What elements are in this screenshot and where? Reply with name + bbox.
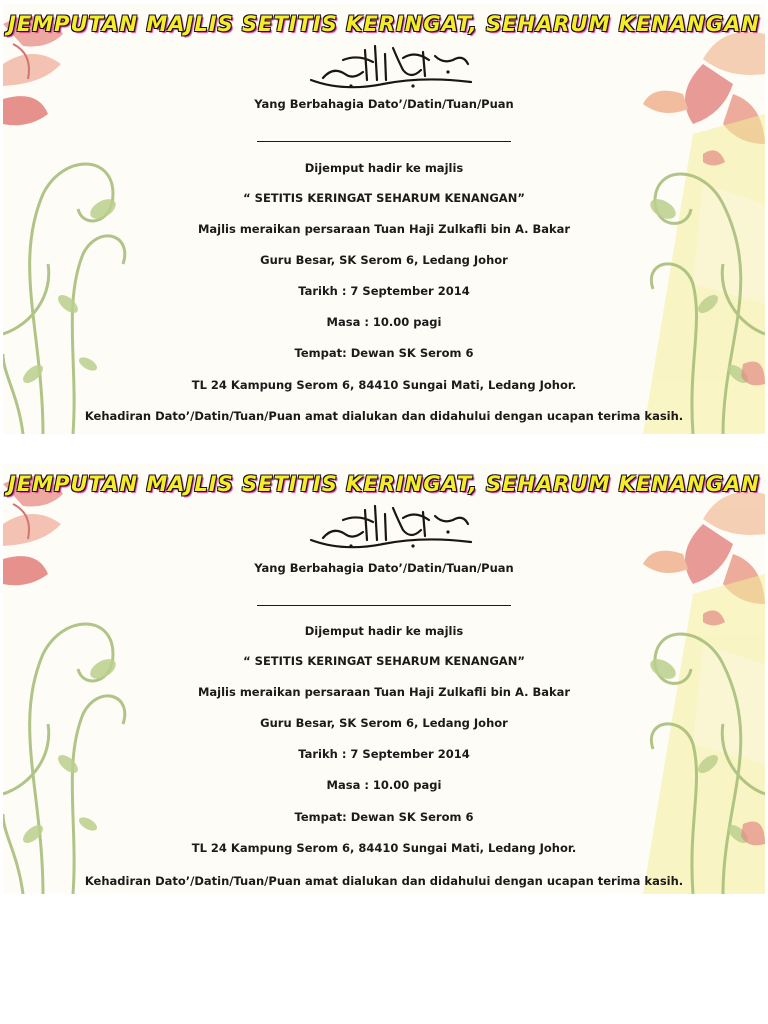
- purpose-text: Majlis meraikan persaraan Tuan Haji Zulkafli bin A. Bakar: [197, 222, 571, 236]
- basmalah-calligraphy-icon: [303, 40, 478, 92]
- closing-text: Kehadiran Dato’/Datin/Tuan/Puan amat dialukan dan didahului dengan ucapan terima kasih.: [84, 874, 684, 888]
- event-name: “ SETITIS KERINGAT SEHARUM KENANGAN”: [243, 191, 525, 205]
- venue-text: Tempat: Dewan SK Serom 6: [294, 346, 474, 360]
- invited-text: Dijemput hadir ke majlis: [304, 161, 464, 175]
- address-text: TL 24 Kampung Serom 6, 84410 Sungai Mati, Ledang Johor.: [191, 841, 577, 855]
- salutation: Yang Berbahagia Dato’/Datin/Tuan/Puan: [254, 97, 514, 111]
- date-text: Tarikh : 7 September 2014: [298, 747, 470, 761]
- name-blank-line: [257, 141, 511, 142]
- time-text: Masa : 10.00 pagi: [326, 315, 442, 329]
- salutation: Yang Berbahagia Dato’/Datin/Tuan/Puan: [254, 561, 514, 575]
- name-blank-line: [257, 605, 511, 606]
- position-text: Guru Besar, SK Serom 6, Ledang Johor: [260, 716, 508, 730]
- invited-text: Dijemput hadir ke majlis: [304, 624, 464, 638]
- time-text: Masa : 10.00 pagi: [326, 778, 442, 792]
- position-text: Guru Besar, SK Serom 6, Ledang Johor: [260, 253, 508, 267]
- date-text: Tarikh : 7 September 2014: [298, 284, 470, 298]
- invitation-card: [3, 4, 765, 434]
- purpose-text: Majlis meraikan persaraan Tuan Haji Zulkafli bin A. Bakar: [197, 685, 571, 699]
- venue-text: Tempat: Dewan SK Serom 6: [294, 810, 474, 824]
- address-text: TL 24 Kampung Serom 6, 84410 Sungai Mati, Ledang Johor.: [191, 378, 577, 392]
- invitation-title: JEMPUTAN MAJLIS SETITIS KERINGAT, SEHARUM KENANGAN: [8, 12, 760, 36]
- invitation-title: JEMPUTAN MAJLIS SETITIS KERINGAT, SEHARUM KENANGAN: [8, 472, 760, 496]
- invitation-card: [3, 464, 765, 894]
- basmalah-calligraphy-icon: [303, 500, 478, 552]
- event-name: “ SETITIS KERINGAT SEHARUM KENANGAN”: [243, 654, 525, 668]
- closing-text: Kehadiran Dato’/Datin/Tuan/Puan amat dialukan dan didahului dengan ucapan terima kasih.: [84, 409, 684, 423]
